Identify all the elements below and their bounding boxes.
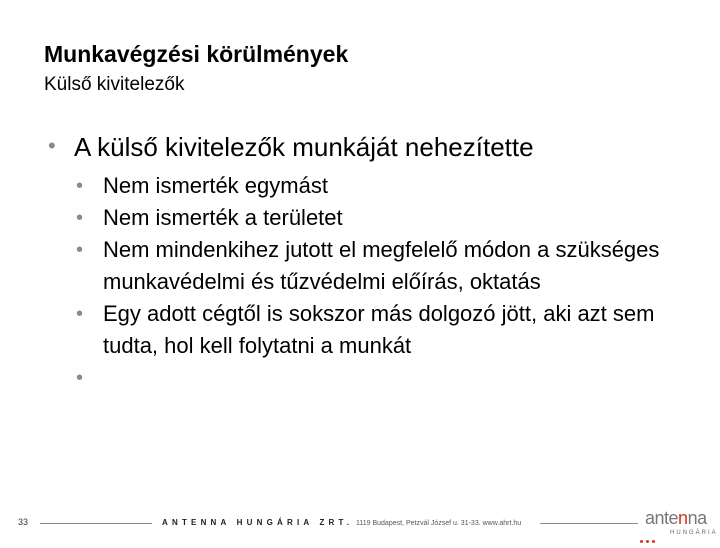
sub-bullet-text: Nem mindenkihez jutott el megfelelő módon a szükséges munkavédelmi és tűzvédelmi előírás, oktatás xyxy=(103,237,660,294)
footer-company: ANTENNA HUNGÁRIA ZRT. xyxy=(162,518,354,527)
logo-subtext: HUNGÁRIA xyxy=(670,530,718,536)
bullet-list xyxy=(48,130,708,164)
sub-bullet-text: Nem ismerték egymást xyxy=(103,173,328,198)
page-number: 33 xyxy=(18,517,29,527)
sub-bullet-item-empty xyxy=(76,362,696,394)
footer-divider xyxy=(40,523,152,524)
bullet-dot-icon: • xyxy=(76,239,84,261)
sub-bullet-text: Egy adott cégtől is sokszor más dolgozó jött, aki azt sem tudta, hol kell folytatni a munkát xyxy=(103,301,655,358)
logo-word-start: ante xyxy=(645,508,679,528)
company-logo xyxy=(640,508,716,538)
sub-bullet-item xyxy=(76,234,696,298)
slide-subtitle: Külső kivitelezők xyxy=(44,74,185,95)
bullet-dot-icon: • xyxy=(76,175,84,197)
logo-word-end: na xyxy=(687,508,707,528)
footer-divider xyxy=(540,523,638,524)
logo-wordmark xyxy=(645,508,707,528)
sub-bullet-item xyxy=(76,298,696,362)
sub-bullet-list xyxy=(76,170,696,394)
footer-address: 1119 Budapest, Petzvál József u. 31-33. www.ahrt.hu xyxy=(356,520,522,527)
sub-bullet-item xyxy=(76,202,696,234)
logo-dots-icon xyxy=(640,530,666,536)
bullet-dot-icon: • xyxy=(76,207,84,229)
bullet-level1-item xyxy=(48,130,708,164)
logo-word-accent: n xyxy=(678,508,688,528)
bullet-dot-icon: • xyxy=(76,303,84,325)
bullet-dot-icon: • xyxy=(48,133,56,158)
sub-bullet-item xyxy=(76,170,696,202)
sub-bullet-text: Nem ismerték a területet xyxy=(103,205,343,230)
bullet-dot-icon: • xyxy=(76,367,84,389)
bullet-level1-text: A külső kivitelezők munkáját nehezítette xyxy=(74,132,534,162)
slide-title: Munkavégzési körülmények xyxy=(44,41,349,67)
